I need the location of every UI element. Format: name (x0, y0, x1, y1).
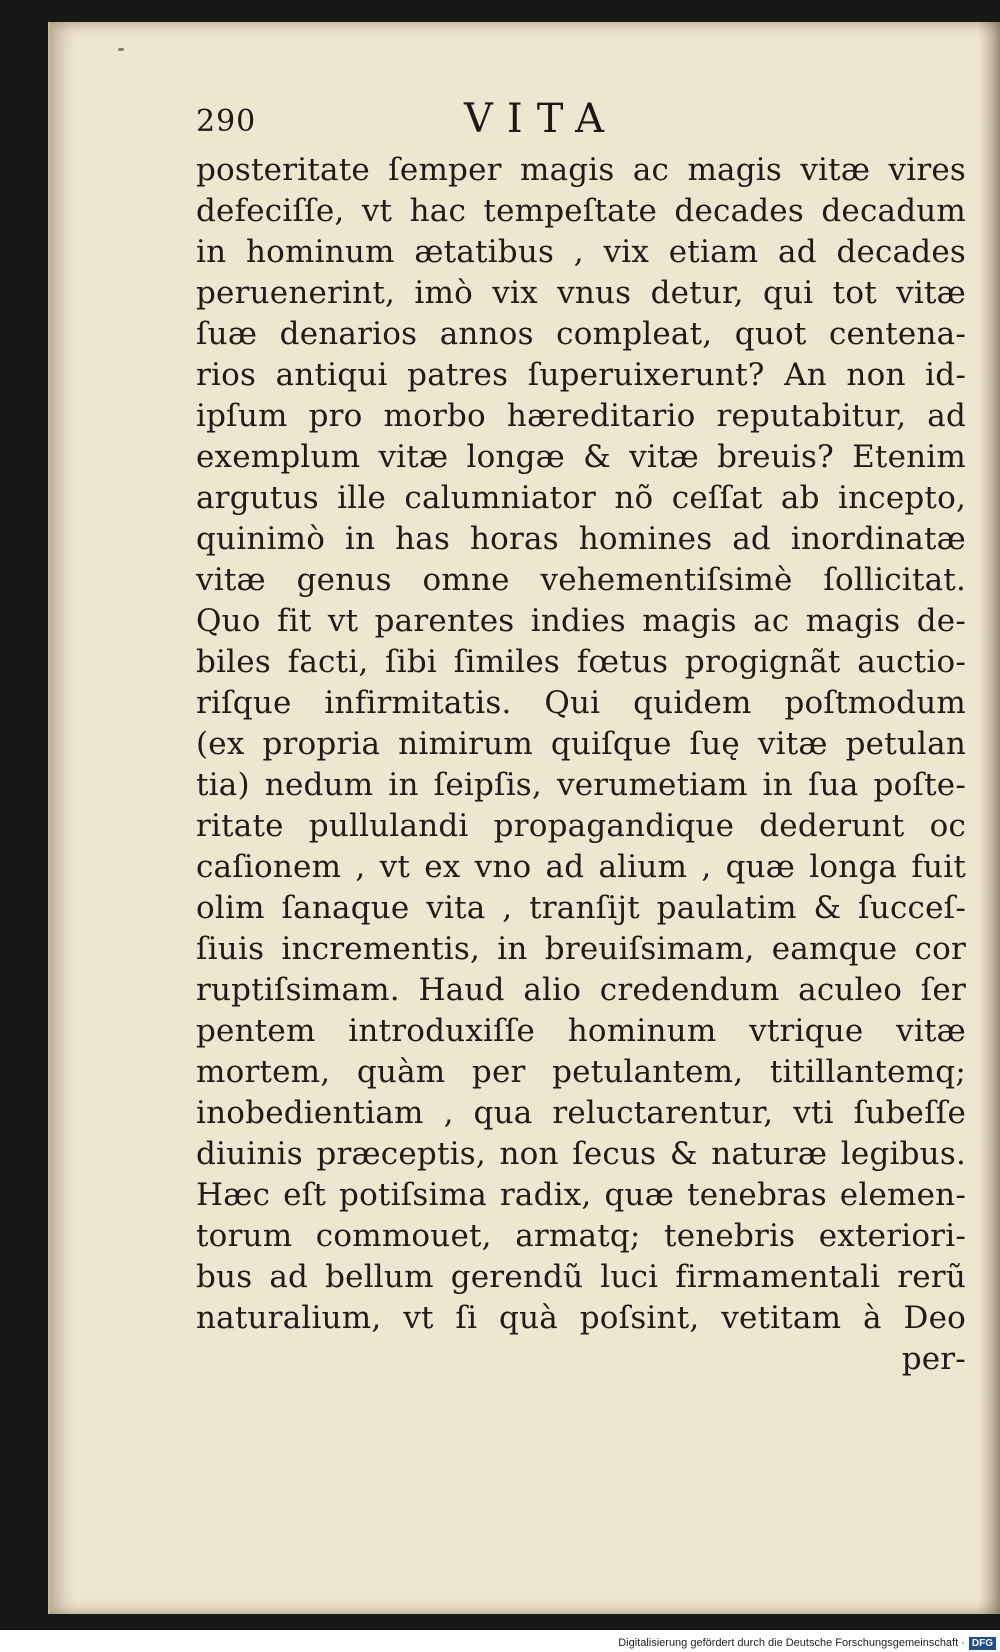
dfg-logo: DFG (969, 1637, 996, 1650)
text-line: Quo fit vt parentes indies magis ac magis de- (196, 603, 966, 639)
text-line: ſiuis incrementis, in breuiſsimam, eamque cor (196, 931, 966, 967)
page-gutter-shadow (978, 22, 1000, 1614)
text-line: in hominum ætatibus , vix etiam ad decades (196, 234, 966, 270)
catchword: per- (901, 1341, 966, 1377)
text-line: torum commouet, armatq; tenebris exteriori- (196, 1218, 966, 1254)
text-line: naturalium, vt ſi quà poſsint, vetitam à Deo (196, 1300, 966, 1336)
text-line: inobedientiam , qua reluctarentur, vti ſubeſſe (196, 1095, 966, 1131)
digitization-credit (618, 1634, 1000, 1652)
text-line: peruenerint, imò vix vnus detur, qui tot vitæ (196, 275, 966, 311)
running-title: VITA (464, 96, 619, 142)
text-line: olim ſanaque vita , tranſijt paulatim & ſucceſ- (196, 890, 966, 926)
text-line: biles facti, ſibi ſimiles fœtus progignãt auctio- (196, 644, 966, 680)
text-line: diuinis præceptis, non ſecus & naturæ legibus. (196, 1136, 966, 1172)
page-header (196, 96, 716, 146)
text-line: rios antiqui patres ſuperuixerunt? An non id- (196, 357, 966, 393)
credit-text: Digitalisierung gefördert durch die Deutsche Forschungsgemeinschaft · (618, 1637, 965, 1649)
text-line: Hæc eſt potiſsima radix, quæ tenebras elemen- (196, 1177, 966, 1213)
text-line: defeciſſe, vt hac tempeſtate decades decadum (196, 193, 966, 229)
text-line: exemplum vitæ longæ & vitæ breuis? Etenim (196, 439, 966, 475)
text-line: argutus ille calumniator nõ ceſſat ab incepto, (196, 480, 966, 516)
text-line: riſque infirmitatis. Qui quidem poſtmodum (196, 685, 966, 721)
page-number: 290 (196, 104, 257, 139)
text-line: vitæ genus omne vehementiſsimè ſollicitat. (196, 562, 966, 598)
text-line: (ex propria nimirum quiſque ſuę vitæ petulan (196, 726, 966, 762)
text-line: quinimò in has horas homines ad inordinatæ (196, 521, 966, 557)
text-line: caſionem , vt ex vno ad alium , quæ longa fuit (196, 849, 966, 885)
text-line: ruptiſsimam. Haud alio credendum aculeo ſer (196, 972, 966, 1008)
text-line: bus ad bellum gerendũ luci firmamentali rerũ (196, 1259, 966, 1295)
text-line: ſuæ denarios annos compleat, quot centena- (196, 316, 966, 352)
text-line: ritate pullulandi propagandique dederunt oc (196, 808, 966, 844)
text-line: ipſum pro morbo hæreditario reputabitur, ad (196, 398, 966, 434)
text-line: tia) nedum in ſeipſis, verumetiam in ſua poſte- (196, 767, 966, 803)
paper-speck (118, 48, 124, 51)
text-line: pentem introduxiſſe hominum vtrique vitæ (196, 1013, 966, 1049)
text-line: mortem, quàm per petulantem, titillantemq; (196, 1054, 966, 1090)
text-line: posteritate ſemper magis ac magis vitæ vires (196, 152, 966, 188)
body-text (196, 150, 966, 1380)
